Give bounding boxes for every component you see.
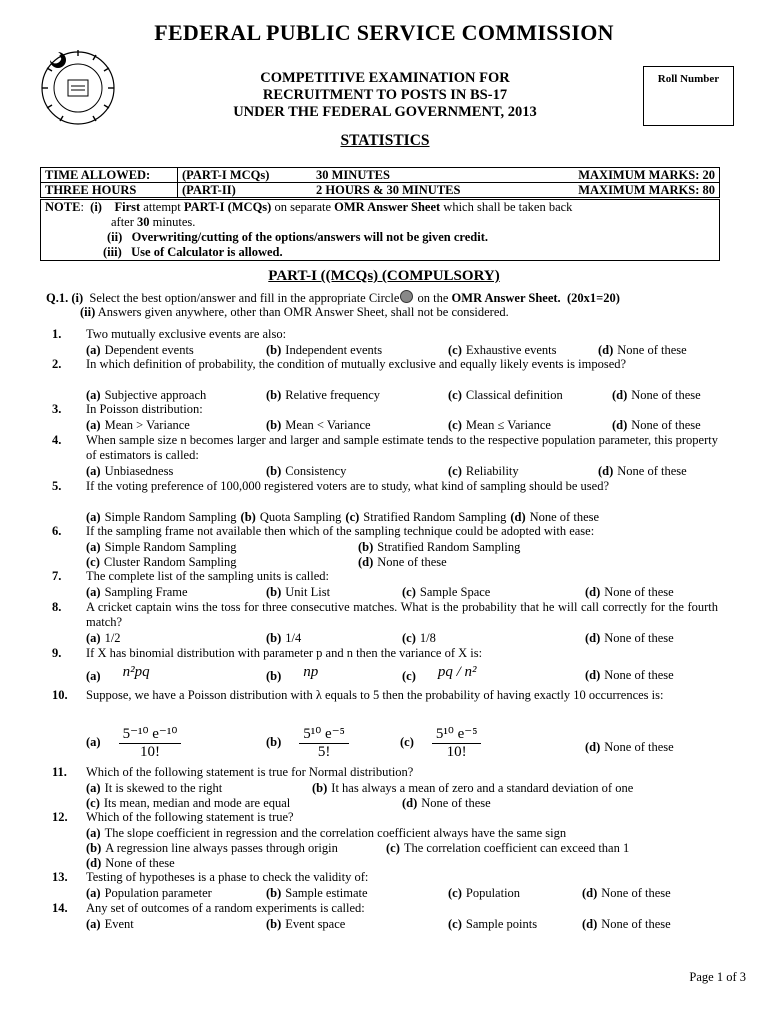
option-value: None of these: [377, 555, 447, 569]
time-allowed-label: TIME ALLOWED:: [41, 168, 178, 183]
option-d[interactable]: [585, 631, 674, 646]
option-label: (a): [86, 669, 101, 683]
option-c[interactable]: [448, 464, 519, 479]
fraction-denominator: 5!: [317, 744, 331, 760]
option-label: (c): [400, 735, 414, 749]
option-label: (d): [585, 668, 601, 682]
option-d[interactable]: [612, 388, 701, 403]
question-number: 11.: [52, 765, 67, 779]
option-value: None of these: [601, 886, 671, 900]
question-text: Suppose, we have a Poisson distribution with λ equals to 5 then the probability of having exactly 10 occurrences is:: [86, 688, 664, 702]
option-value: Sample points: [465, 917, 538, 931]
option-value: Dependent events: [104, 343, 194, 357]
note-i-first: First: [114, 200, 141, 214]
option-label: (c): [86, 555, 100, 569]
note-text: 30: [137, 215, 150, 229]
option-label: (a): [86, 585, 101, 599]
question-text: Any set of outcomes of a random experiments is called:: [86, 901, 365, 915]
q1-ii-label: (ii): [80, 305, 96, 319]
note-iii-num: (iii): [103, 245, 122, 259]
option-label: (d): [598, 343, 614, 357]
option-label: (b): [266, 735, 282, 749]
part2-marks: MAXIMUM MARKS: 80: [521, 183, 720, 198]
option-value: Classical definition: [465, 388, 563, 402]
question-text: Which of the following statement is true?: [86, 810, 294, 824]
option-b[interactable]: [86, 841, 338, 856]
option-label: (d): [585, 631, 601, 645]
question-text: The complete list of the sampling units is called:: [86, 569, 330, 583]
option-label: (a): [86, 343, 101, 357]
option-label: (a): [86, 917, 101, 931]
page-number: Page 1 of 3: [689, 970, 746, 984]
option-value: Consistency: [285, 464, 347, 478]
question-number: 2.: [52, 357, 62, 371]
option-label: (a): [86, 464, 101, 478]
question-number: 14.: [52, 901, 68, 915]
option-a[interactable]: [86, 540, 237, 555]
option-value: Its mean, median and mode are equal: [103, 796, 291, 810]
option-b[interactable]: [266, 631, 301, 646]
option-label: (c): [402, 669, 416, 683]
option-value: Event: [104, 917, 134, 931]
commission-title: FEDERAL PUBLIC SERVICE COMMISSION: [154, 20, 614, 45]
note-text: on separate: [274, 200, 332, 214]
option-label: (c): [402, 631, 416, 645]
option-a[interactable]: [86, 631, 121, 646]
question-text: In which definition of probability, the condition of mutually exclusive and equally likely events is imposed?: [86, 357, 627, 371]
option-label: (a): [86, 735, 101, 749]
q1-instruction-ii: [80, 305, 768, 320]
option-label: (b): [266, 886, 282, 900]
option-value: Cluster Random Sampling: [103, 555, 237, 569]
option-d[interactable]: None of these: [529, 510, 600, 524]
option-a[interactable]: [86, 585, 188, 600]
option-label: (b): [266, 631, 282, 645]
option-b[interactable]: [266, 917, 345, 932]
note-item: [45, 215, 715, 230]
option-c[interactable]: [400, 724, 481, 761]
option-value: The slope coefficient in regression and the correlation coefficient always have the same sign: [104, 826, 567, 840]
option-label: (c): [386, 841, 400, 855]
option-value: Simple Random Sampling: [104, 540, 237, 554]
q1-label: Q.1. (i): [46, 291, 84, 305]
option-b[interactable]: [358, 540, 520, 555]
option-a[interactable]: [86, 388, 206, 403]
option-label: (d): [510, 510, 526, 524]
option-value: Unbiasedness: [104, 464, 174, 478]
note-ii-num: (ii): [107, 230, 123, 244]
option-value: Subjective approach: [104, 388, 207, 402]
question-text: Which of the following statement is true for Normal distribution?: [86, 765, 414, 779]
option-label: (a): [86, 418, 101, 432]
option-b[interactable]: [266, 664, 319, 685]
note-text: Overwriting/cutting of the options/answers will not be given credit.: [131, 230, 489, 244]
note-text: attempt: [143, 200, 181, 214]
fraction-numerator: 5⁻¹⁰ e⁻¹⁰: [119, 724, 182, 744]
time-marks-table: [40, 167, 720, 198]
option-label: (b): [240, 510, 256, 524]
option-b[interactable]: [266, 585, 330, 600]
option-a[interactable]: Simple Random Sampling: [104, 510, 237, 524]
option-d[interactable]: [598, 464, 687, 479]
option-c[interactable]: [448, 388, 563, 403]
option-d[interactable]: [358, 555, 447, 570]
note-i-num: (i): [90, 200, 102, 214]
question-number: 12.: [52, 810, 68, 824]
note-text: which shall be taken back: [443, 200, 573, 214]
option-value: Mean > Variance: [104, 418, 190, 432]
option-a[interactable]: [86, 418, 190, 433]
note-text: Use of Calculator is allowed.: [131, 245, 283, 259]
three-hours-label: THREE HOURS: [41, 183, 178, 198]
option-value: A regression line always passes through origin: [105, 841, 338, 855]
question-number: 6.: [52, 524, 62, 538]
option-value: Stratified Random Sampling: [377, 540, 521, 554]
exam-heading-line1: COMPETITIVE EXAMINATION FOR: [260, 70, 510, 86]
option-label: (c): [448, 388, 462, 402]
note-item: NOTE: (i) First attempt PART-I (MCQs) on separate OMR Answer Sheet which shall be taken back: [45, 200, 573, 214]
q1-omr: OMR Answer Sheet.: [451, 291, 561, 305]
part2-time: 2 HOURS & 30 MINUTES: [312, 183, 521, 198]
question-number: 3.: [52, 402, 62, 416]
option-label: (b): [312, 781, 328, 795]
question-text: If X has binomial distribution with parameter p and n then the variance of X is:: [86, 646, 483, 660]
option-c[interactable]: [402, 585, 490, 600]
option-value: Reliability: [465, 464, 519, 478]
option-label: (a): [86, 886, 101, 900]
option-a[interactable]: [86, 781, 222, 796]
option-value: Mean < Variance: [285, 418, 371, 432]
option-c[interactable]: [448, 343, 556, 358]
option-label: (c): [448, 343, 462, 357]
option-label: (d): [612, 388, 628, 402]
table-row: [41, 183, 720, 198]
note-item: [45, 245, 715, 260]
option-label: (a): [86, 631, 101, 645]
option-row: [86, 510, 603, 525]
option-value: None of these: [105, 856, 175, 870]
option-label: (b): [266, 669, 282, 683]
option-c[interactable]: Stratified Random Sampling: [363, 510, 507, 524]
option-value: The correlation coefficient can exceed than 1: [403, 841, 630, 855]
part1-title: PART-I ((MCQs) (COMPULSORY): [268, 268, 500, 284]
option-value: None of these: [631, 388, 701, 402]
subject-title: STATISTICS: [340, 132, 430, 149]
option-value: Unit List: [285, 585, 331, 599]
option-b[interactable]: Quota Sampling: [259, 510, 342, 524]
option-c[interactable]: [402, 664, 477, 685]
option-value: It is skewed to the right: [104, 781, 223, 795]
option-c[interactable]: [86, 555, 237, 570]
question-number: 5.: [52, 479, 62, 493]
option-value: 1/4: [285, 631, 302, 645]
option-b[interactable]: [266, 464, 346, 479]
option-b[interactable]: [266, 724, 349, 761]
option-a[interactable]: [86, 886, 212, 901]
option-label: (b): [266, 388, 282, 402]
q1-ii-text: Answers given anywhere, other than OMR Answer Sheet, shall not be considered.: [97, 305, 509, 319]
exam-heading: [190, 70, 580, 121]
q1-instruction: [46, 290, 746, 306]
option-label: (d): [598, 464, 614, 478]
option-value: None of these: [601, 917, 671, 931]
option-label: (b): [358, 540, 374, 554]
option-a[interactable]: [86, 917, 134, 932]
option-label: (c): [448, 917, 462, 931]
option-label: (b): [266, 343, 282, 357]
fraction-denominator: 10!: [446, 744, 467, 760]
option-c[interactable]: [86, 796, 290, 811]
option-label: (d): [585, 585, 601, 599]
option-d[interactable]: [585, 740, 674, 755]
option-value: pq / n²: [437, 664, 477, 680]
option-fraction: [432, 724, 482, 761]
option-label: (a): [86, 781, 101, 795]
part1-label: (PART-I MCQs): [178, 168, 313, 183]
option-label: (d): [402, 796, 418, 810]
option-b[interactable]: [266, 886, 368, 901]
option-value: Population parameter: [104, 886, 212, 900]
exam-heading-line2: RECRUITMENT TO POSTS IN BS-17: [262, 87, 508, 103]
question-text: If the voting preference of 100,000 registered voters are to study, what kind of sampling should be used?: [86, 479, 610, 493]
option-value: 1/2: [104, 631, 121, 645]
option-value: None of these: [617, 464, 687, 478]
option-value: None of these: [604, 740, 674, 754]
option-b[interactable]: [266, 388, 380, 403]
option-d[interactable]: [402, 796, 491, 811]
option-label: (d): [358, 555, 374, 569]
option-value: Mean ≤ Variance: [465, 418, 551, 432]
part1-time: 30 MINUTES: [312, 168, 521, 183]
roll-number-box[interactable]: [643, 66, 734, 126]
option-value: Population: [465, 886, 521, 900]
option-value: Exhaustive events: [465, 343, 557, 357]
option-label: (c): [402, 585, 416, 599]
option-c[interactable]: [448, 917, 537, 932]
note-text: OMR Answer Sheet: [334, 200, 441, 214]
option-value: It has always a mean of zero and a standard deviation of one: [331, 781, 634, 795]
note-text: PART-I (MCQs): [183, 200, 272, 214]
option-label: (b): [266, 418, 282, 432]
roll-number-label: Roll Number: [657, 73, 720, 85]
note-box: [40, 199, 720, 261]
option-label: (b): [86, 841, 102, 855]
option-label: (c): [448, 418, 462, 432]
option-a[interactable]: [86, 724, 181, 761]
option-label: (d): [86, 856, 102, 870]
option-d[interactable]: [585, 585, 674, 600]
option-label: (b): [266, 917, 282, 931]
option-c[interactable]: [386, 841, 629, 856]
option-d[interactable]: [86, 856, 175, 871]
option-d[interactable]: [585, 668, 674, 683]
option-label: (d): [612, 418, 628, 432]
question-text: Two mutually exclusive events are also:: [86, 327, 287, 341]
option-c[interactable]: [448, 886, 520, 901]
option-b[interactable]: [312, 781, 633, 796]
option-value: None of these: [617, 343, 687, 357]
option-label: (c): [448, 464, 462, 478]
option-label: (b): [266, 585, 282, 599]
option-label: (b): [266, 464, 282, 478]
question-text: If the sampling frame not available then which of the sampling technique could be adopted with ease:: [86, 524, 595, 538]
option-fraction: [299, 724, 349, 761]
option-value: None of these: [604, 585, 674, 599]
option-value: np: [303, 664, 319, 680]
question-text: When sample size n becomes larger and larger and sample estimate tends to the respective population parameter, this property of estimators is called:: [86, 433, 718, 462]
option-label: (a): [86, 510, 101, 524]
table-row: [41, 168, 720, 183]
option-value: None of these: [604, 631, 674, 645]
question-number: 9.: [52, 646, 62, 660]
option-label: (d): [585, 740, 601, 754]
option-value: None of these: [631, 418, 701, 432]
option-d[interactable]: [598, 343, 687, 358]
option-label: (d): [582, 886, 598, 900]
option-value: Independent events: [285, 343, 383, 357]
circle-icon: [400, 290, 413, 303]
question-text: Testing of hypotheses is a phase to check the validity of:: [86, 870, 369, 884]
option-a[interactable]: [86, 464, 173, 479]
option-label: (a): [86, 540, 101, 554]
option-b[interactable]: [266, 343, 382, 358]
fraction-denominator: 10!: [139, 744, 160, 760]
option-d[interactable]: [582, 917, 671, 932]
option-c[interactable]: [448, 418, 551, 433]
option-value: Event space: [285, 917, 346, 931]
note-label: NOTE: [45, 200, 81, 214]
option-b[interactable]: [266, 418, 371, 433]
option-fraction: [119, 724, 182, 761]
option-label: (c): [448, 886, 462, 900]
option-value: 1/8: [419, 631, 436, 645]
option-a[interactable]: [86, 664, 150, 685]
question-number: 4.: [52, 433, 62, 447]
note-text: after: [111, 215, 134, 229]
option-label: (d): [582, 917, 598, 931]
option-label: (c): [86, 796, 100, 810]
question-number: 13.: [52, 870, 68, 884]
exam-heading-line3: UNDER THE FEDERAL GOVERNMENT, 2013: [233, 104, 537, 120]
option-c[interactable]: [402, 631, 436, 646]
fraction-numerator: 5¹⁰ e⁻⁵: [299, 724, 349, 744]
note-text: minutes.: [152, 215, 196, 229]
option-d[interactable]: [582, 886, 671, 901]
q1-marks: (20x1=20): [566, 291, 620, 305]
option-value: Sample estimate: [285, 886, 368, 900]
option-value: Sampling Frame: [104, 585, 188, 599]
option-value: n²pq: [122, 664, 150, 680]
option-value: None of these: [421, 796, 491, 810]
q1-text: on the: [417, 291, 449, 305]
question-number: 8.: [52, 600, 62, 614]
question-text: A cricket captain wins the toss for three consecutive matches. What is the probability that he will call correctly for the fourth match?: [86, 600, 718, 629]
question-number: 1.: [52, 327, 62, 341]
question-text: In Poisson distribution:: [86, 402, 203, 416]
option-label: (a): [86, 826, 101, 840]
option-a[interactable]: [86, 343, 194, 358]
fpsc-seal-icon: [38, 46, 118, 126]
question-number: 10.: [52, 688, 68, 702]
option-label: (a): [86, 388, 101, 402]
option-label: (c): [345, 510, 360, 524]
option-value: Sample Space: [419, 585, 491, 599]
question-number: 7.: [52, 569, 62, 583]
option-d[interactable]: [612, 418, 701, 433]
part1-marks: MAXIMUM MARKS: 20: [521, 168, 720, 183]
option-value: Relative frequency: [285, 388, 381, 402]
option-value: None of these: [604, 668, 674, 682]
fraction-numerator: 5¹⁰ e⁻⁵: [432, 724, 482, 744]
note-item: [45, 230, 715, 245]
option-a[interactable]: [86, 826, 566, 841]
q1-text: Select the best option/answer and fill in the appropriate Circle: [89, 291, 400, 305]
part2-label: (PART-II): [178, 183, 313, 198]
